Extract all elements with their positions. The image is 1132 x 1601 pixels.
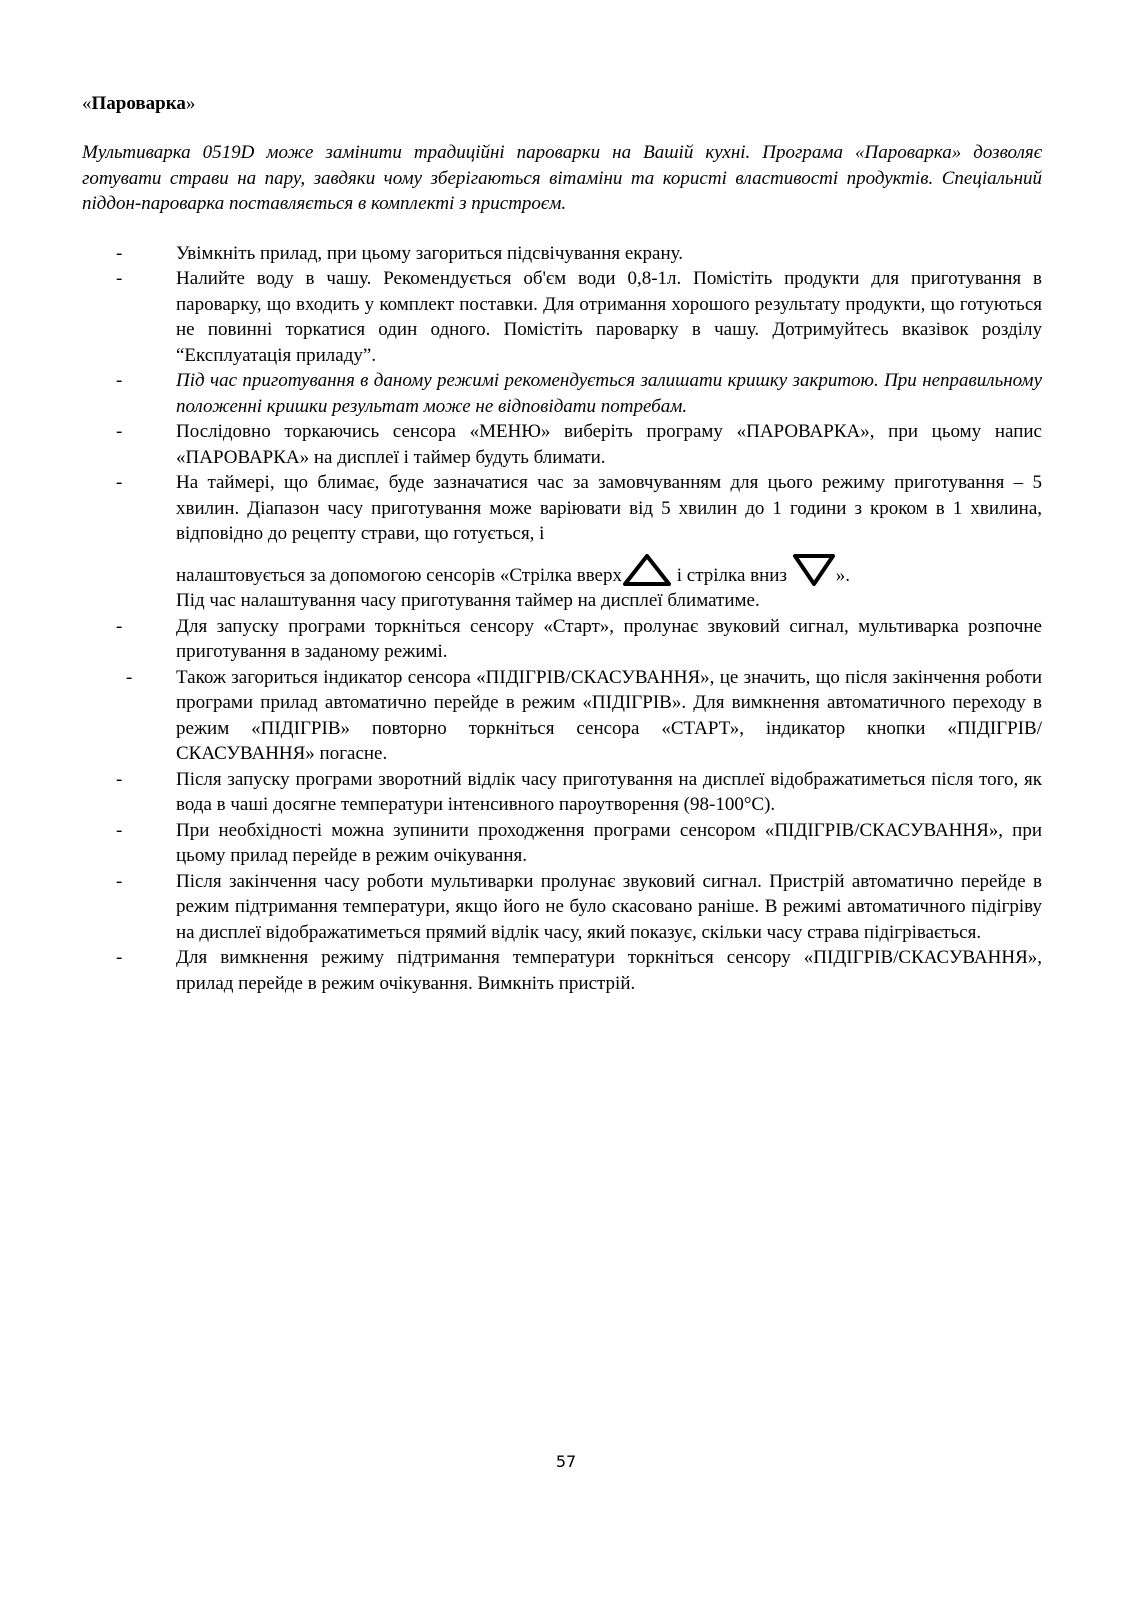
quote-close: » bbox=[185, 93, 196, 114]
intro-paragraph: Мультиварка 0519D може замінити традиційні пароварки на Вашій кухні. Програма «Пароварка» дозволяє готувати страви на пару, завдяки чому зберігаються вітаміни та користі властивості продуктів. Спеціальний піддон-пароварка поставляється в комплекті з пристроєм. bbox=[82, 142, 1042, 214]
step-text: Також загориться індикатор сенсора «ПІДІГРІВ/СКАСУВАННЯ», це значить, що після закінчення роботи програми прилад автоматично перейде в режим «ПІДІГРІВ». Для вимкнення автоматичного переходу в режим «ПІДІГРІВ» повторно торкніться сенсора «СТАРТ», індикатор кнопки «ПІДІГРІВ/СКАСУВАННЯ» погасне. bbox=[176, 666, 1042, 764]
section-title bbox=[82, 92, 1042, 116]
step-text: Після закінчення часу роботи мультиварки пролунає звуковий сигнал. Пристрій автоматично перейде в режим підтримання температури, якщо його не було скасовано раніше. В режимі автоматичного підігріву на дисплеї відображатиметься прямий відлік часу, який показує, скільки часу страва підігрівається. bbox=[176, 870, 1042, 943]
list-item bbox=[82, 419, 1042, 470]
list-item bbox=[82, 945, 1042, 996]
step-text: Після запуску програми зворотний відлік часу приготування на дисплеї відображатиметься після того, як вода в чаші досягне температури інтенсивного пароутворення (98-100°С). bbox=[176, 768, 1042, 815]
list-item bbox=[82, 614, 1042, 665]
list-dash: - bbox=[126, 666, 133, 688]
arrow-instruction-line bbox=[176, 553, 1042, 589]
arrow-line-text: і стрілка вниз bbox=[676, 564, 787, 586]
list-dash: - bbox=[116, 472, 123, 493]
step-text: На таймері, що блимає, буде зазначатися час за замовчуванням для цього режиму приготування – 5 хвилин. Діапазон часу приготування може варіювати від 5 хвилин до 1 години з кроком в 1 хвилина, відповідно до рецепту страви, що готується, і bbox=[176, 472, 1042, 544]
list-item bbox=[82, 767, 1042, 818]
arrow-line-text: налаштовується за допомогою сенсорів «Стрілка вверх bbox=[176, 564, 622, 586]
step-text: Під час приготування в даному режимі рекомендується залишати кришку закритою. При неправильному положенні кришки результат може не відповідати потребам. bbox=[176, 370, 1042, 417]
timer-note: Під час налаштування часу приготування таймер на дисплеї блиматиме. bbox=[176, 590, 760, 611]
list-dash: - bbox=[116, 242, 123, 264]
step-text: Налийте воду в чашу. Рекомендується об'єм води 0,8-1л. Помістіть продукти для приготування в пароварку, що входить у комплект поставки. Для отримання хорошого результату продукти, що готуються не повинні торкатися один одного. Помістіть пароварку в чашу. Дотримуйтесь вказівок розділу “Експлуатація приладу”. bbox=[176, 268, 1042, 366]
list-dash: - bbox=[116, 870, 123, 892]
page-number: 57 bbox=[555, 1452, 577, 1471]
list-dash: - bbox=[116, 615, 123, 637]
manual-page bbox=[82, 92, 1042, 996]
section-title-text: Пароварка bbox=[91, 93, 186, 114]
step-text: Для запуску програми торкніться сенсору «Старт», пролунає звуковий сигнал, мультиварка розпочне приготування в заданому режимі. bbox=[176, 615, 1042, 662]
step-text: При необхідності можна зупинити проходження програми сенсором «ПІДІГРІВ/СКАСУВАННЯ», при цьому прилад перейде в режим очікування. bbox=[176, 819, 1042, 866]
list-item bbox=[82, 368, 1042, 419]
steps-list bbox=[82, 241, 1042, 997]
list-item bbox=[82, 241, 1042, 267]
arrow-down-outline-icon bbox=[792, 553, 836, 587]
list-dash: - bbox=[116, 268, 123, 289]
list-dash: - bbox=[116, 768, 123, 790]
list-item bbox=[82, 266, 1042, 368]
step-text: Послідовно торкаючись сенсора «МЕНЮ» виберіть програму «ПАРОВАРКА», при цьому напис «ПАРОВАРКА» на дисплеї і таймер будуть блимати. bbox=[176, 421, 1042, 468]
list-dash: - bbox=[116, 421, 123, 442]
list-item bbox=[82, 869, 1042, 946]
list-item bbox=[82, 470, 1042, 614]
step-text: Увімкніть прилад, при цьому загориться підсвічування екрану. bbox=[176, 242, 683, 264]
list-item bbox=[82, 665, 1042, 767]
step-text: Для вимкнення режиму підтримання температури торкніться сенсору «ПІДІГРІВ/СКАСУВАННЯ», прилад перейде в режим очікування. Вимкніть пристрій. bbox=[176, 947, 1042, 994]
quote-open: « bbox=[82, 93, 92, 114]
list-dash: - bbox=[116, 947, 123, 968]
list-dash: - bbox=[116, 370, 123, 391]
arrow-line-text: ». bbox=[835, 564, 850, 586]
list-dash: - bbox=[116, 819, 123, 841]
list-item bbox=[82, 818, 1042, 869]
arrow-up-outline-icon bbox=[622, 553, 672, 587]
